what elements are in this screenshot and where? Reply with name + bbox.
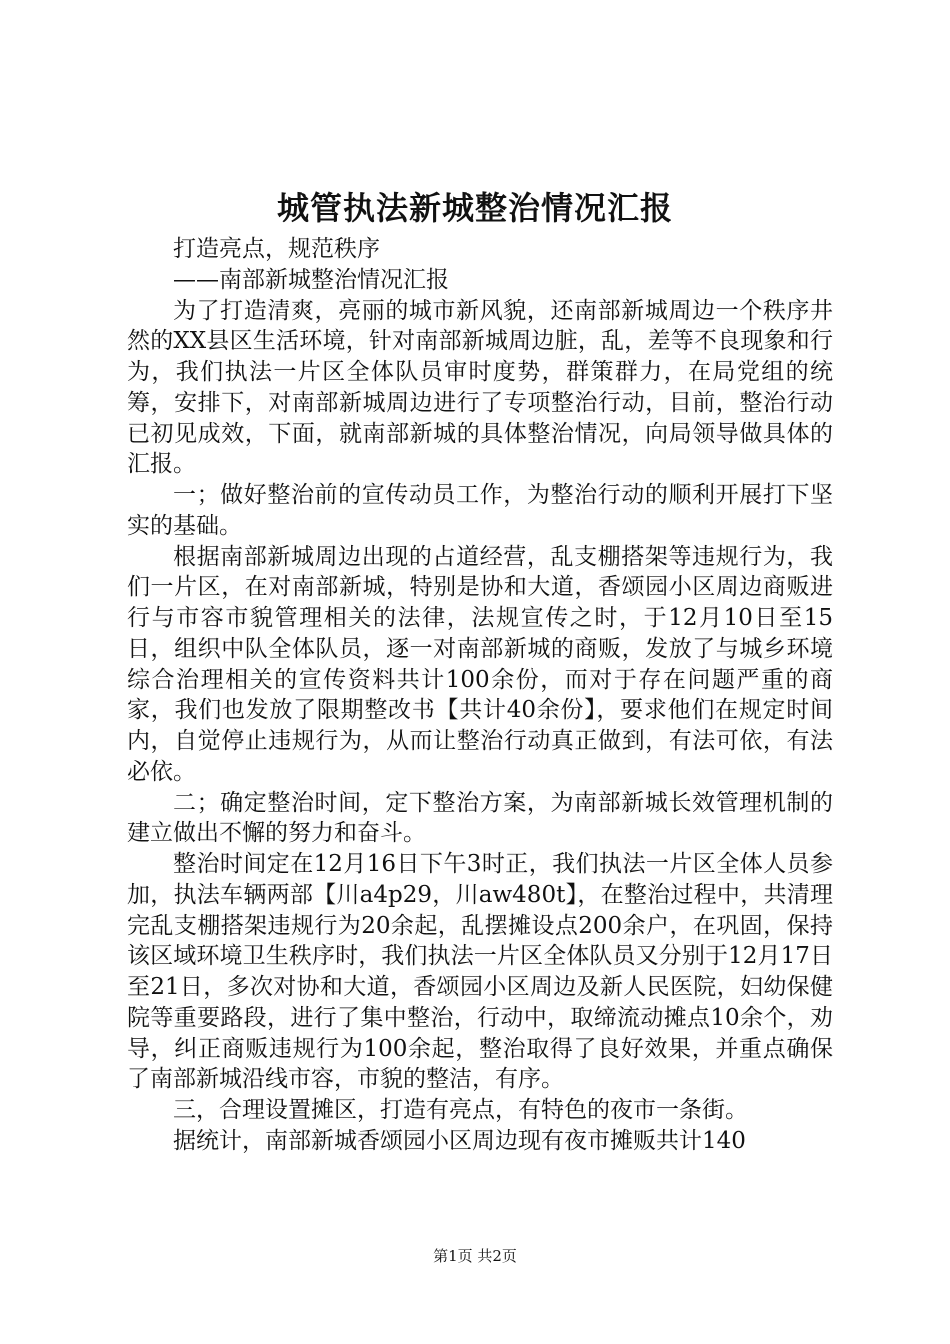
body-paragraph: 据统计，南部新城香颂园小区周边现有夜市摊贩共计140 <box>173 1127 746 1154</box>
subtitle-line: ——南部新城整治情况汇报 <box>173 266 449 293</box>
body-paragraph: 整治时间定在12月16日下午3时正，我们执法一片区全体人员参加，执法车辆两部【川a4p29，川aw480t】，在整治过程中，共清理完乱支棚搭架违规行为20余起，乱摆摊设点200余户，在巩固，保持该区域环境卫生秩序时，我们执法一片区全体队员又分别于12月17日至21日，多次对协和大道，香颂园小区周边及新人民医院，妇幼保健院等重要路段，进行了集中整治，行动中，取缔流动摊点10余个，劝导，纠正商贩违规行为100余起，整治取得了良好效果，并重点确保了南部新城沿线市容，市貌的整洁，有序。 <box>127 851 833 1093</box>
body-paragraph: 根据南部新城周边出现的占道经营，乱支棚搭架等违规行为，我们一片区，在对南部新城，特别是协和大道，香颂园小区周边商贩进行与市容市貌管理相关的法律，法规宣传之时，于12月10日至15日，组织中队全体队员，逐一对南部新城的商贩，发放了与城乡环境综合治理相关的宣传资料共计100余份，而对于存在问题严重的商家，我们也发放了限期整改书【共计40余份】，要求他们在规定时间内，自觉停止违规行为，从而让整治行动真正做到，有法可依，有法必依。 <box>127 543 833 785</box>
section-heading: 三，合理设置摊区，打造有亮点，有特色的夜市一条街。 <box>173 1097 748 1123</box>
document-body <box>127 234 833 1157</box>
subtitle-line: 打造亮点，规范秩序 <box>173 236 380 262</box>
section-heading: 二；确定整治时间，定下整治方案，为南部新城长效管理机制的建立做出不懈的努力和奋斗。 <box>127 789 833 847</box>
document-title: 城管执法新城整治情况汇报 <box>276 189 673 227</box>
page-footer: 第1页 共2页 <box>433 1247 517 1265</box>
body-paragraph: 为了打造清爽，亮丽的城市新风貌，还南部新城周边一个秩序井然的XX县区生活环境，针对南部新城周边脏，乱，差等不良现象和行为，我们执法一片区全体队员审时度势，群策群力，在局党组的统筹，安排下，对南部新城周边进行了专项整治行动，目前，整治行动已初见成效，下面，就南部新城的具体整治情况，向局领导做具体的汇报。 <box>127 297 833 478</box>
section-heading: 一；做好整治前的宣传动员工作，为整治行动的顺利开展打下坚实的基础。 <box>127 482 833 539</box>
